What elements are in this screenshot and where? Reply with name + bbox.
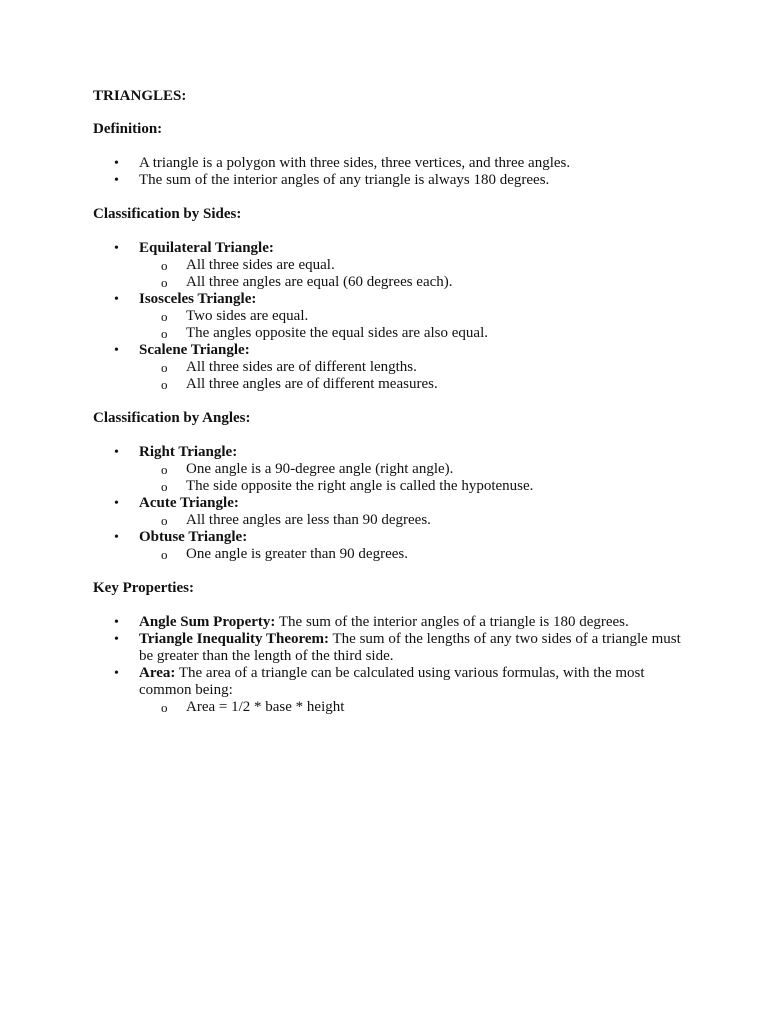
sub-list	[139, 461, 683, 495]
list-item	[93, 495, 683, 529]
sub-list-item	[93, 325, 683, 342]
formula-text: Area = 1/2 * base * height	[186, 699, 345, 715]
sub-bullet-icon: o	[161, 275, 168, 290]
key-properties-list	[93, 614, 683, 716]
list-item	[93, 614, 683, 631]
bullet-icon: •	[114, 173, 119, 188]
bullet-icon: •	[114, 156, 119, 171]
list-item	[93, 240, 683, 291]
sub-bullet-icon: o	[161, 513, 168, 528]
definition-item-text: A triangle is a polygon with three sides, three vertices, and three angles.	[139, 155, 571, 171]
bullet-icon: •	[114, 496, 119, 511]
sub-item-text: One angle is greater than 90 degrees.	[186, 546, 408, 562]
sub-list-item	[93, 376, 683, 393]
definition-heading: Definition:	[93, 121, 163, 137]
sides-heading: Classification by Sides:	[93, 206, 242, 222]
list-item	[93, 172, 683, 189]
sub-list-item	[93, 478, 683, 495]
document-page	[93, 88, 683, 733]
property-label: Angle Sum Property:	[139, 614, 276, 630]
sub-list-item	[93, 359, 683, 376]
list-item	[93, 291, 683, 342]
bullet-icon: •	[114, 530, 119, 545]
sub-item-text: The angles opposite the equal sides are also equal.	[186, 325, 488, 341]
sides-list	[93, 240, 683, 393]
key-properties-heading: Key Properties:	[93, 580, 194, 596]
sub-list-item	[93, 308, 683, 325]
sub-bullet-icon: o	[161, 360, 168, 375]
sub-list	[139, 699, 683, 716]
list-item	[93, 631, 683, 665]
sub-list-item	[93, 461, 683, 478]
list-item	[93, 529, 683, 563]
item-label: Isosceles Triangle:	[139, 291, 257, 307]
property-text: The sum of the interior angles of a triangle is 180 degrees.	[275, 614, 629, 630]
list-item	[93, 342, 683, 393]
sub-bullet-icon: o	[161, 326, 168, 341]
sub-bullet-icon: o	[161, 700, 168, 715]
definition-item-text: The sum of the interior angles of any triangle is always 180 degrees.	[139, 172, 550, 188]
sub-list	[139, 546, 683, 563]
sub-item-text: The side opposite the right angle is called the hypotenuse.	[186, 478, 534, 494]
sub-item-text: All three angles are of different measures.	[186, 376, 438, 392]
item-label: Right Triangle:	[139, 444, 238, 460]
property-text: The area of a triangle can be calculated using various formulas, with the most common being:	[139, 665, 645, 698]
sub-list-item	[93, 699, 683, 716]
sub-list	[139, 308, 683, 342]
sub-list-item	[93, 546, 683, 563]
bullet-icon: •	[114, 445, 119, 460]
list-item	[93, 155, 683, 172]
sub-item-text: All three sides are of different lengths.	[186, 359, 417, 375]
item-label: Acute Triangle:	[139, 495, 239, 511]
bullet-icon: •	[114, 241, 119, 256]
sub-bullet-icon: o	[161, 309, 168, 324]
bullet-icon: •	[114, 292, 119, 307]
sub-list	[139, 257, 683, 291]
item-label: Obtuse Triangle:	[139, 529, 248, 545]
angles-heading: Classification by Angles:	[93, 410, 251, 426]
property-text: The sum of the lengths of any two sides of a triangle must be greater than the length of the third side.	[139, 631, 681, 664]
sub-bullet-icon: o	[161, 377, 168, 392]
property-label: Triangle Inequality Theorem:	[139, 631, 330, 647]
list-item	[93, 444, 683, 495]
sub-item-text: All three angles are less than 90 degrees.	[186, 512, 431, 528]
sub-bullet-icon: o	[161, 479, 168, 494]
list-item	[93, 665, 683, 716]
sub-bullet-icon: o	[161, 547, 168, 562]
bullet-icon: •	[114, 632, 119, 647]
sub-list	[139, 359, 683, 393]
sub-list-item	[93, 274, 683, 291]
document-title: TRIANGLES:	[93, 88, 187, 104]
angles-list	[93, 444, 683, 563]
sub-list	[139, 512, 683, 529]
bullet-icon: •	[114, 343, 119, 358]
definition-list	[93, 155, 683, 189]
sub-item-text: All three angles are equal (60 degrees each).	[186, 274, 453, 290]
sub-bullet-icon: o	[161, 258, 168, 273]
sub-item-text: All three sides are equal.	[186, 257, 335, 273]
sub-list-item	[93, 512, 683, 529]
item-label: Scalene Triangle:	[139, 342, 250, 358]
item-label: Equilateral Triangle:	[139, 240, 274, 256]
sub-item-text: Two sides are equal.	[186, 308, 309, 324]
property-label: Area:	[139, 665, 176, 681]
sub-list-item	[93, 257, 683, 274]
bullet-icon: •	[114, 666, 119, 681]
sub-item-text: One angle is a 90-degree angle (right angle).	[186, 461, 454, 477]
bullet-icon: •	[114, 615, 119, 630]
sub-bullet-icon: o	[161, 462, 168, 477]
